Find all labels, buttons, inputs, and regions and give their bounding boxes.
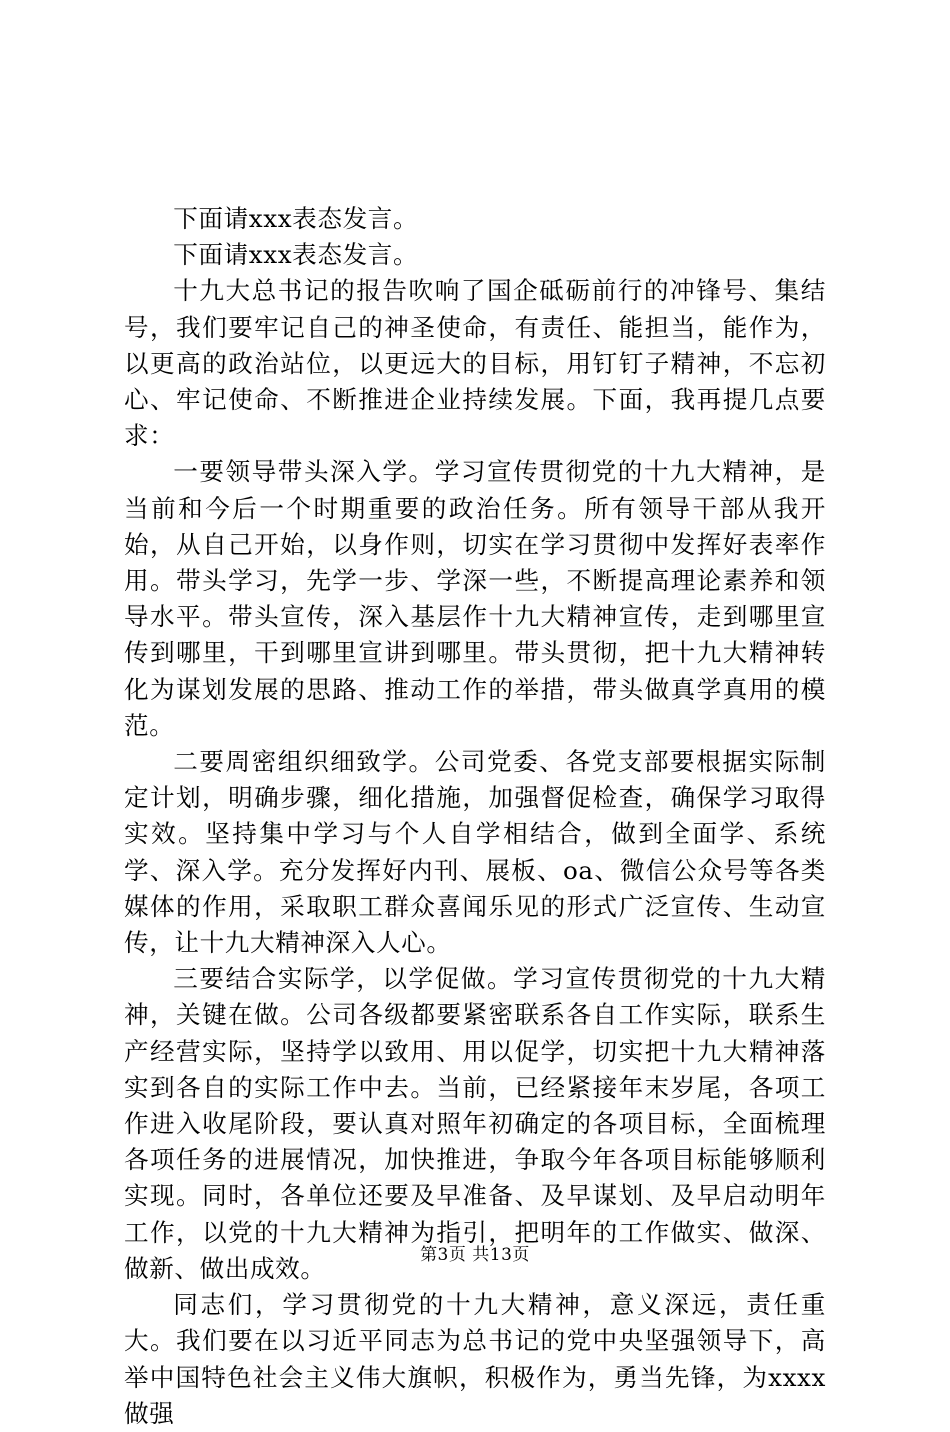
paragraph: 三要结合实际学，以学促做。学习宣传贯彻党的十九大精神，关键在做。公司各级都要紧密联系各自工作实际，联系生产经营实际，坚持学以致用、用以促学，切实把十九大精神落实到各自的实际工作中去。当前，已经紧接年末岁尾，各项工作进入收尾阶段，要认真对照年初确定的各项目标，全面梳理各项任务的进展情况，加快推进，争取今年各项目标能够顺利实现。同时，各单位还要及早准备、及早谋划、及早启动明年工作，以党的十九大精神为指引，把明年的工作做实、做深、做新、做出成效。 [124, 964, 826, 1283]
paragraph: 同志们，学习贯彻党的十九大精神，意义深远，责任重大。我们要在以习近平同志为总书记的党中央坚强领导下，高举中国特色社会主义伟大旗帜，积极作为，勇当先锋，为xxxx做强 [124, 1290, 826, 1428]
paragraph: 下面请xxx表态发言。 [173, 204, 419, 233]
page-footer: 第3页 共13页 [420, 1245, 530, 1265]
paragraph: 一要领导带头深入学。学习宣传贯彻党的十九大精神，是当前和今后一个时期重要的政治任务。所有领导干部从我开始，从自己开始，以身作则，切实在学习贯彻中发挥好表率作用。带头学习，先学一步、学深一些，不断提高理论素养和领导水平。带头宣传，深入基层作十九大精神宣传，走到哪里宣传到哪里，干到哪里宣讲到哪里。带头贯彻，把十九大精神转化为谋划发展的思路、推动工作的举措，带头做真学真用的模范。 [124, 457, 826, 740]
paragraph: 十九大总书记的报告吹响了国企砥砺前行的冲锋号、集结号，我们要牢记自己的神圣使命，有责任、能担当，能作为，以更高的政治站位，以更远大的目标，用钉钉子精神，不忘初心、牢记使命、不断推进企业持续发展。下面，我再提几点要求： [124, 276, 826, 451]
paragraph: 二要周密组织细致学。公司党委、各党支部要根据实际制定计划，明确步骤，细化措施，加强督促检查，确保学习取得实效。坚持集中学习与个人自学相结合，做到全面学、系统学、深入学。充分发挥好内刊、展板、oa、微信公众号等各类媒体的作用，采取职工群众喜闻乐见的形式广泛宣传、生动宣传，让十九大精神深入人心。 [124, 747, 826, 958]
paragraph: 下面请xxx表态发言。 [173, 240, 419, 270]
